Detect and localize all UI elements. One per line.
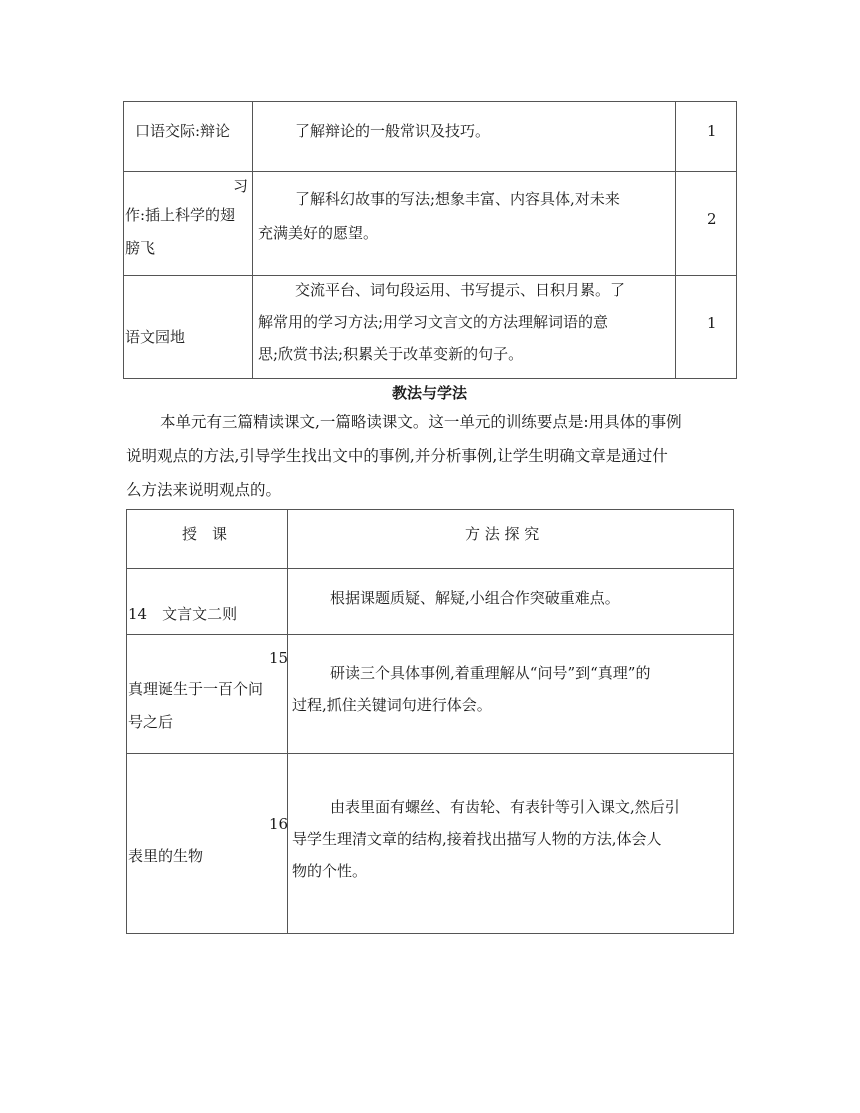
- table-border: [736, 101, 737, 379]
- table-border: [126, 634, 734, 635]
- section-title: 教法与学法: [392, 384, 468, 402]
- table-row-method: 研读三个具体事例,着重理解从“问号”到“真理”的: [330, 664, 651, 682]
- table-border: [123, 378, 737, 379]
- table-border: [675, 101, 676, 379]
- table-border: [123, 101, 124, 379]
- table-row-hours: 1: [707, 314, 717, 332]
- table-row-content: 思;欣赏书法;积累关于改革变新的句子。: [258, 345, 524, 363]
- table-row-number: 16: [269, 815, 289, 833]
- table-row-method: 导学生理清文章的结构,接着找出描写人物的方法,体会人: [292, 830, 662, 848]
- table-row-name: 作:插上科学的翅: [125, 206, 236, 224]
- table-row-content: 了解辩论的一般常识及技巧。: [295, 122, 491, 140]
- section-paragraph: 本单元有三篇精读课文,一篇略读课文。这一单元的训练要点是:用具体的事例: [160, 413, 682, 431]
- table-row-hours: 1: [707, 122, 717, 140]
- table-row-content: 充满美好的愿望。: [258, 224, 379, 242]
- table-border: [126, 568, 734, 569]
- section-paragraph: 说明观点的方法,引导学生找出文中的事例,并分析事例,让学生明确文章是通过什: [126, 447, 668, 465]
- table-row-method: 根据课题质疑、解疑,小组合作突破重难点。: [330, 589, 620, 607]
- table-row-lesson: 14 文言文二则: [128, 605, 238, 623]
- section-paragraph: 么方法来说明观点的。: [126, 481, 282, 499]
- table-row-content: 交流平台、词句段运用、书写提示、日积月累。了: [295, 281, 626, 299]
- table-border: [126, 509, 734, 510]
- table-border: [123, 171, 737, 172]
- table-border: [126, 753, 734, 754]
- table-row-name: 膀飞: [125, 239, 156, 257]
- table-border: [126, 509, 127, 934]
- table-row-content: 解常用的学习方法;用学习文言文的方法理解词语的意: [258, 313, 609, 331]
- table-row-name: 语文园地: [125, 328, 186, 346]
- table-row-hours: 2: [707, 210, 717, 228]
- table-row-method: 物的个性。: [292, 862, 368, 880]
- table-header-method: 方 法 探 究: [465, 525, 540, 543]
- table-border: [123, 275, 737, 276]
- table-row-lesson: 真理诞生于一百个问: [128, 680, 264, 698]
- table-border: [252, 101, 253, 379]
- table-row-number: 15: [269, 649, 289, 667]
- table-row-lesson: 号之后: [128, 713, 174, 731]
- table-row-name: 口语交际:辩论: [135, 122, 231, 140]
- table-border: [733, 509, 734, 934]
- table-border: [287, 509, 288, 934]
- table-row-method: 由表里面有螺丝、有齿轮、有表针等引入课文,然后引: [330, 798, 680, 816]
- table-header-lesson: 授 课: [182, 525, 228, 543]
- table-row-content: 了解科幻故事的写法;想象丰富、内容具体,对未来: [295, 190, 620, 208]
- table-row-lesson: 表里的生物: [128, 847, 204, 865]
- table-border: [126, 933, 734, 934]
- table-row-method: 过程,抓住关键词句进行体会。: [292, 696, 492, 714]
- table-row-name: 习: [233, 177, 249, 195]
- table-border: [123, 101, 737, 102]
